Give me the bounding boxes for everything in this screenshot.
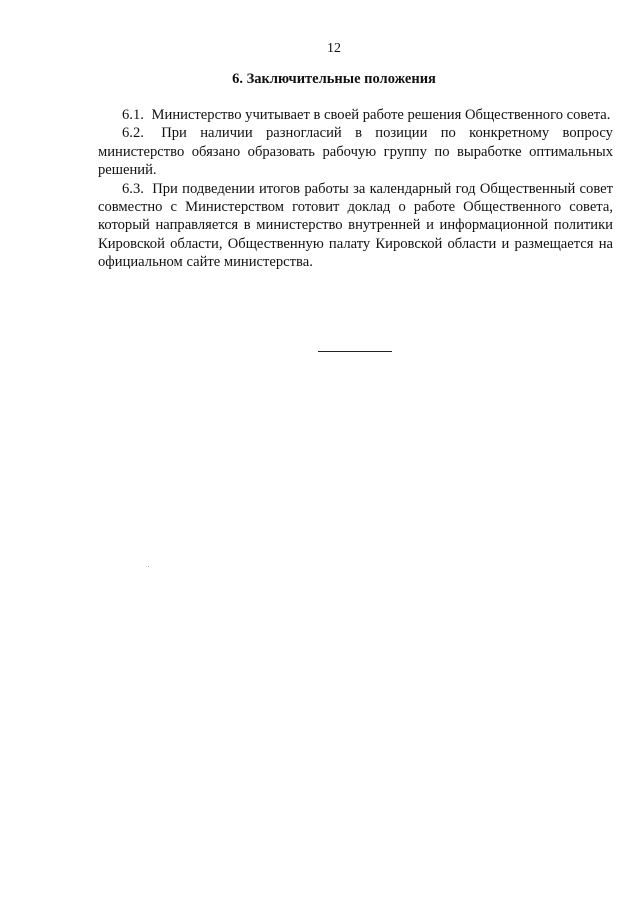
paragraph-6-3 — [98, 180, 613, 272]
paragraph-number: 6.1. — [122, 107, 144, 123]
paragraph-text: Министерство учитывает в своей работе решения Общественного совета. — [151, 107, 611, 123]
paragraph-6-2 — [98, 124, 613, 179]
page-number: 12 — [327, 41, 341, 56]
paragraph-number: 6.2. — [122, 125, 144, 142]
paragraph-text: При подведении итогов работы за календарный год Общественный совет совместно с Министерством готовит доклад о работе Общественного совета, который направляется в министерство внутренней и информационной политики Кировской области, Общественную палату Кировской области и размещается на официальном сайте министерства. — [98, 180, 613, 271]
scan-speck — [148, 566, 149, 567]
paragraph-6-1 — [98, 106, 613, 124]
section-heading: 6. Заключительные положения — [232, 71, 436, 87]
section-body — [98, 106, 613, 272]
paragraph-text: При наличии разногласий в позиции по конкретному вопросу министерство обязано образовать рабочую группу по выработке оптимальных решений. — [98, 125, 613, 179]
paragraph-number: 6.3. — [122, 180, 144, 197]
end-of-document-line — [318, 351, 392, 352]
